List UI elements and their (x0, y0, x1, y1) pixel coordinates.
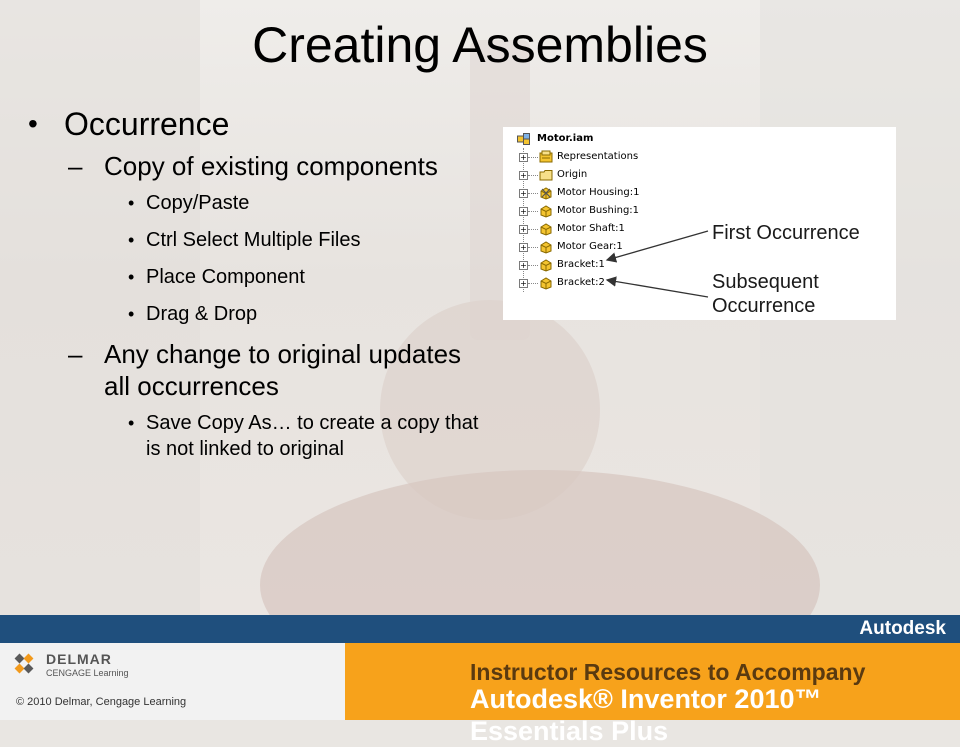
publisher-subtitle: CENGAGE Learning (46, 668, 129, 678)
bullet-text: Drag & Drop (146, 303, 258, 325)
dash-marker: – (68, 339, 83, 369)
publisher-name: DELMAR (46, 651, 112, 667)
expand-icon[interactable]: + (520, 153, 527, 162)
publisher-block (0, 643, 345, 720)
autodesk-logo: Autodesk (859, 618, 946, 639)
expand-icon[interactable]: + (520, 279, 527, 288)
book-title: Autodesk® Inventor 2010™ Essentials Plus (470, 684, 822, 746)
dash-marker: – (68, 151, 83, 181)
copyright-notice: © 2010 Delmar, Cengage Learning (16, 696, 187, 708)
bullet-text: Copy of existing components (104, 151, 438, 181)
bullet-marker: • (28, 108, 38, 139)
bullet-level3 (24, 264, 494, 290)
bullet-marker: • (128, 413, 135, 433)
bullet-level2 (24, 150, 494, 182)
subsequent-occurrence-arrow (607, 280, 708, 297)
tree-node-label: Representations (557, 151, 639, 162)
bullet-text: Occurrence (64, 106, 230, 142)
tree-node-label: Bracket:1 (557, 259, 605, 270)
tree-node-label: Bracket:2 (557, 277, 605, 288)
callout-subsequent-occurrence (712, 270, 819, 318)
footer-banner (0, 643, 960, 746)
bullet-list (24, 104, 494, 473)
bullet-marker: • (128, 304, 135, 324)
tree-node-label: Origin (557, 169, 588, 180)
callout-first-occurrence: First Occurrence (712, 222, 860, 244)
bullet-level2 (24, 338, 494, 402)
expand-icon[interactable]: + (520, 243, 527, 252)
bullet-text: Place Component (146, 266, 305, 288)
callout-line: Occurrence (712, 295, 816, 317)
expand-icon[interactable]: + (520, 207, 527, 216)
tree-root-label: Motor.iam (537, 133, 594, 144)
bullet-text: Any change to original updates all occurrences (104, 339, 462, 401)
bullet-text: Copy/Paste (146, 192, 250, 214)
expand-icon[interactable]: + (520, 189, 527, 198)
expand-icon[interactable]: + (520, 171, 527, 180)
slide-title: Creating Assemblies (252, 17, 708, 73)
bullet-level3 (24, 410, 494, 462)
delmar-logo-icon (14, 653, 40, 679)
bullet-level3 (24, 227, 494, 253)
tree-node-label: Motor Bushing:1 (557, 205, 640, 216)
bullet-marker: • (128, 230, 135, 250)
callout-line: Subsequent (712, 271, 819, 293)
bullet-level3 (24, 190, 494, 216)
bullet-text: Ctrl Select Multiple Files (146, 229, 361, 251)
expand-icon[interactable]: + (520, 261, 527, 270)
expand-icon[interactable]: + (520, 225, 527, 234)
resources-heading: Instructor Resources to Accompany (470, 659, 866, 685)
first-occurrence-arrow (607, 231, 708, 260)
bullet-marker: • (128, 267, 135, 287)
footer-brand-bar (0, 615, 960, 643)
tree-node-label: Motor Housing:1 (557, 187, 640, 198)
bullet-level1 (24, 104, 494, 144)
bullet-marker: • (128, 193, 135, 213)
bullet-level3 (24, 301, 494, 327)
tree-node-label: Motor Gear:1 (557, 241, 623, 252)
bullet-text: Save Copy As… to create a copy that is not linked to original (146, 412, 479, 460)
tree-node-label: Motor Shaft:1 (557, 223, 625, 234)
